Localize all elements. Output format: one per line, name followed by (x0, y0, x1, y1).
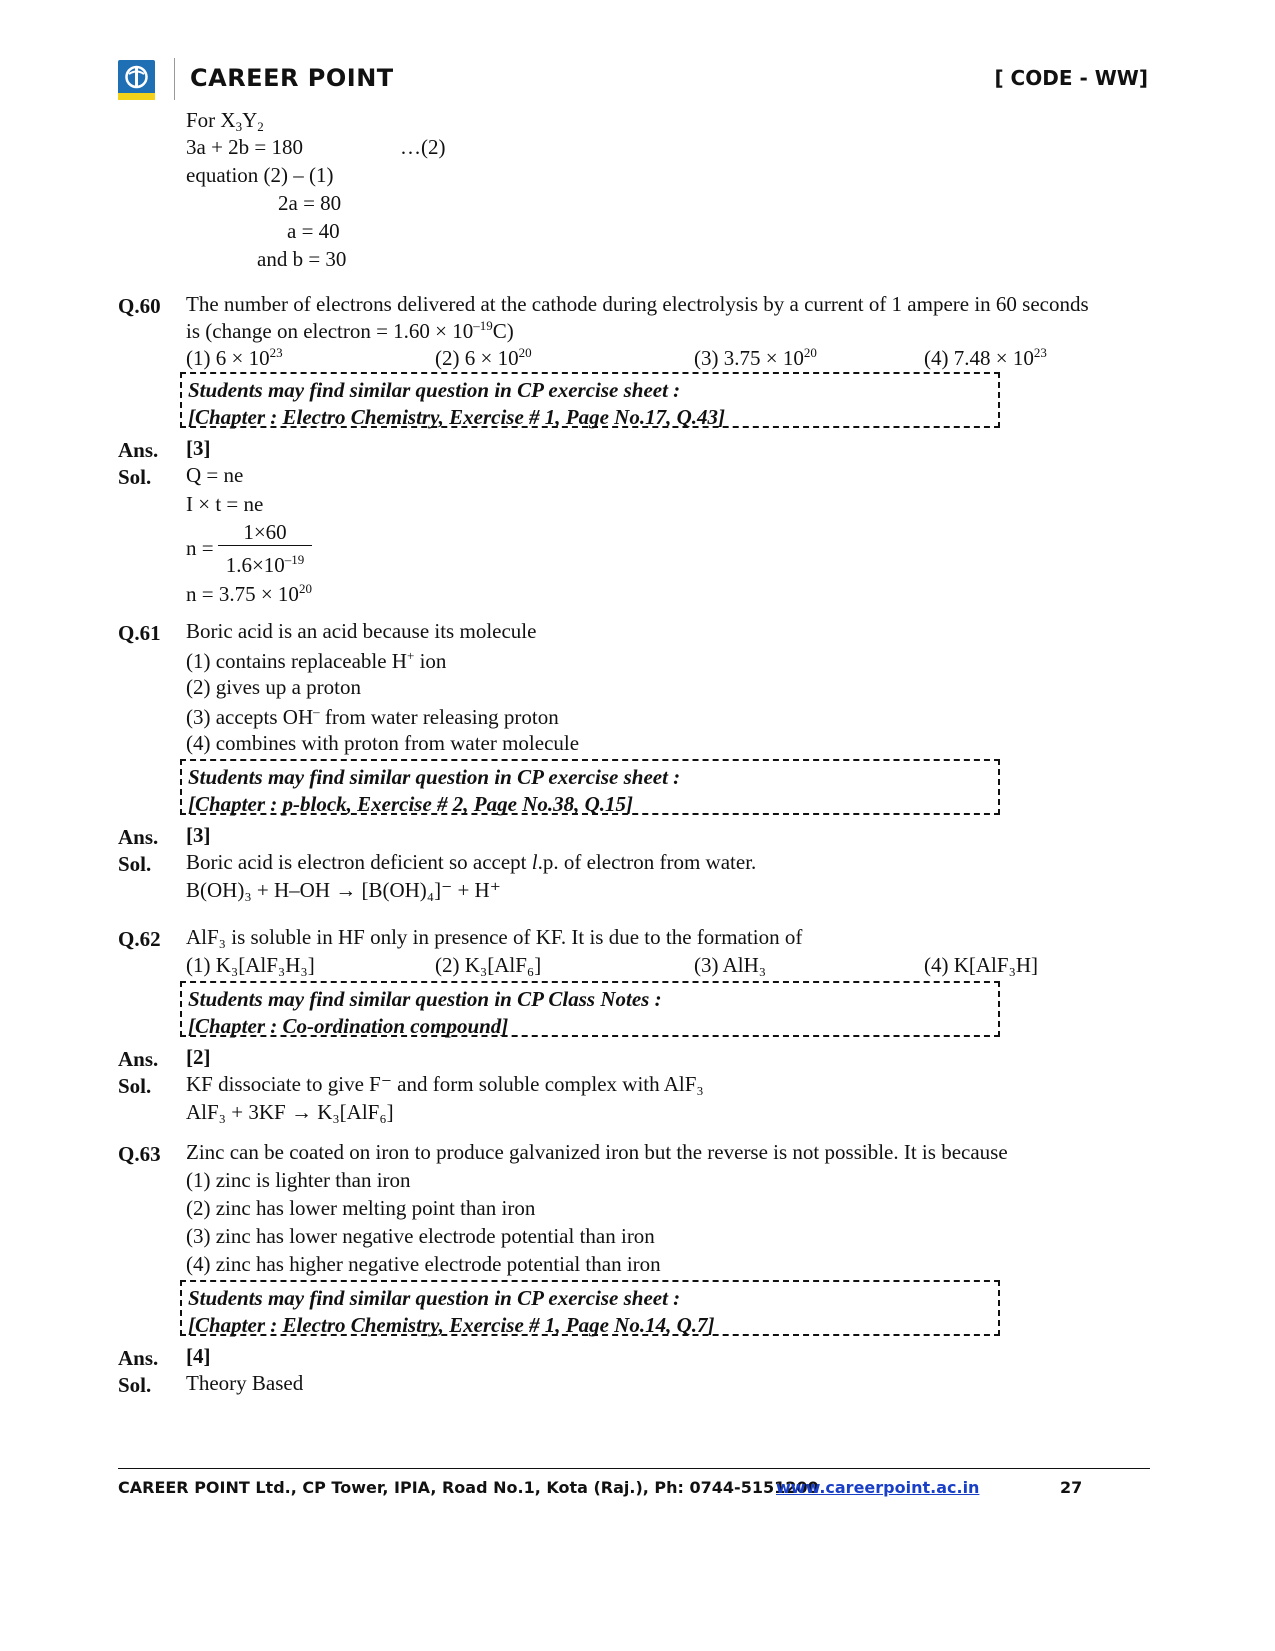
q63-option-1: (1) zinc is lighter than iron (186, 1168, 411, 1192)
q60-fraction-denominator: $1.6\times 10^{-19}$ (225, 552, 305, 577)
q62-text: AlF₃ is soluble in HF only in presence of KF. It is due to the formation of (186, 925, 803, 949)
q62-sol-step1: KF dissociate to give F⁻ and form soluble complex with AlF₃ (186, 1072, 704, 1096)
q63-text: Zinc can be coated on iron to produce galvanized iron but the reverse is not possible. It is because (186, 1140, 1008, 1164)
logo-emblem-icon (124, 65, 149, 89)
q60-reference-line2: [Chapter : Electro Chemistry, Exercise # 1, Page No.17, Q.43] (188, 405, 726, 429)
q62-number: Q.62 (118, 927, 161, 951)
brand-name: CAREER POINT (190, 64, 394, 92)
footer-website-link[interactable]: www.careerpoint.ac.in (776, 1478, 980, 1497)
q61-reference-line2: [Chapter : p-block, Exercise # 2, Page No.38, Q.15] (188, 792, 634, 816)
q60-option-2: (2) $6 \times 10^{20}$ (435, 345, 532, 370)
q61-text: Boric acid is an acid because its molecule (186, 619, 537, 643)
footer-divider (118, 1468, 1150, 1469)
q61-reference-line1: Students may find similar question in CP exercise sheet : (188, 765, 681, 789)
q61-option-1: (1) contains replaceable H+ ion (186, 648, 447, 673)
page-header (118, 58, 1148, 102)
q60-option-3: (3) $3.75 \times 10^{20}$ (694, 345, 817, 370)
q60-ans-label: Ans. (118, 438, 159, 462)
q61-sol-step1: Boric acid is electron deficient so accept l.p. of electron from water. (186, 850, 757, 874)
q60-reference-box (180, 372, 1000, 428)
footer-address: CAREER POINT Ltd., CP Tower, IPIA, Road No.1, Kota (Raj.), Ph: 0744-5151200 (118, 1478, 819, 1497)
header-divider (174, 58, 175, 100)
q62-reference-line2: [Chapter : Co-ordination compound] (188, 1014, 509, 1038)
q63-answer: [4] (186, 1344, 211, 1368)
q63-sol-label: Sol. (118, 1373, 152, 1397)
q60-fraction-numerator: 1×60 (243, 520, 287, 544)
career-point-logo (118, 60, 155, 100)
q63-sol-step1: Theory Based (186, 1371, 304, 1395)
q62-option-3: (3) AlH₃ (694, 953, 767, 977)
q61-ans-label: Ans. (118, 825, 159, 849)
q60-reference-line1: Students may find similar question in CP exercise sheet : (188, 378, 681, 402)
q60-option-1: (1) $6 \times 10^{23}$ (186, 345, 283, 370)
q61-reference-box (180, 759, 1000, 815)
intro-eq3: 2a = 80 (278, 191, 342, 215)
q60-sol-step2: I × t = ne (186, 492, 264, 516)
q60-sol-label: Sol. (118, 465, 152, 489)
intro-eq1: 3a + 2b = 180 (186, 135, 304, 159)
q61-option-2: (2) gives up a proton (186, 675, 361, 699)
q62-ans-label: Ans. (118, 1047, 159, 1071)
q62-option-1: (1) K₃[AlF₃H₃] (186, 953, 315, 977)
q61-sol-label: Sol. (118, 852, 152, 876)
q62-answer: [2] (186, 1045, 211, 1069)
q60-n-label: n = (186, 536, 214, 560)
intro-for-line: For $X_3Y_2$ (186, 108, 264, 134)
q61-answer: [3] (186, 823, 211, 847)
q60-sol-result: $n = 3.75 \times 10^{20}$ (186, 581, 312, 606)
q62-option-4: (4) K[AlF₃H] (924, 953, 1039, 977)
q60-number: Q.60 (118, 294, 161, 318)
q60-text-line1: The number of electrons delivered at the cathode during electrolysis by a current of 1 ampere in 60 seconds (186, 292, 1089, 316)
page-number: 27 (1060, 1478, 1083, 1497)
q60-sol-step1: Q = ne (186, 463, 244, 487)
q62-sol-step2: AlF₃ + 3KF → K₃[AlF₆] (186, 1100, 394, 1124)
q61-option-4: (4) combines with proton from water molecule (186, 731, 580, 755)
q63-reference-line2: [Chapter : Electro Chemistry, Exercise # 1, Page No.14, Q.7] (188, 1313, 715, 1337)
intro-eq5: and b = 30 (257, 247, 347, 271)
q60-text-line2: is (change on electron = $1.60 \times 10^{-19}C$) (186, 318, 514, 343)
q63-option-4: (4) zinc has higher negative electrode potential than iron (186, 1252, 661, 1276)
q61-sol-step2: B(OH)₃ + H–OH → [B(OH)₄]⁻ + H⁺ (186, 878, 501, 902)
q62-sol-label: Sol. (118, 1074, 152, 1098)
paper-code: [ CODE - WW] (994, 66, 1148, 90)
q60-fraction (218, 521, 312, 576)
q63-reference-box (180, 1280, 1000, 1336)
q60-answer: [3] (186, 436, 211, 460)
q63-option-2: (2) zinc has lower melting point than iron (186, 1196, 536, 1220)
q63-ans-label: Ans. (118, 1346, 159, 1370)
q62-reference-box (180, 981, 1000, 1037)
intro-eq4: a = 40 (287, 219, 340, 243)
q60-option-4: (4) $7.48 \times 10^{23}$ (924, 345, 1047, 370)
q63-reference-line1: Students may find similar question in CP exercise sheet : (188, 1286, 681, 1310)
intro-eq2: equation (2) – (1) (186, 163, 334, 187)
q62-reference-line1: Students may find similar question in CP Class Notes : (188, 987, 662, 1011)
q63-number: Q.63 (118, 1142, 161, 1166)
q63-option-3: (3) zinc has lower negative electrode potential than iron (186, 1224, 655, 1248)
q61-number: Q.61 (118, 621, 161, 645)
q62-option-2: (2) K₃[AlF₆] (435, 953, 542, 977)
q61-option-3: (3) accepts OH– from water releasing proton (186, 704, 559, 729)
intro-eq1-ref: …(2) (400, 135, 446, 159)
